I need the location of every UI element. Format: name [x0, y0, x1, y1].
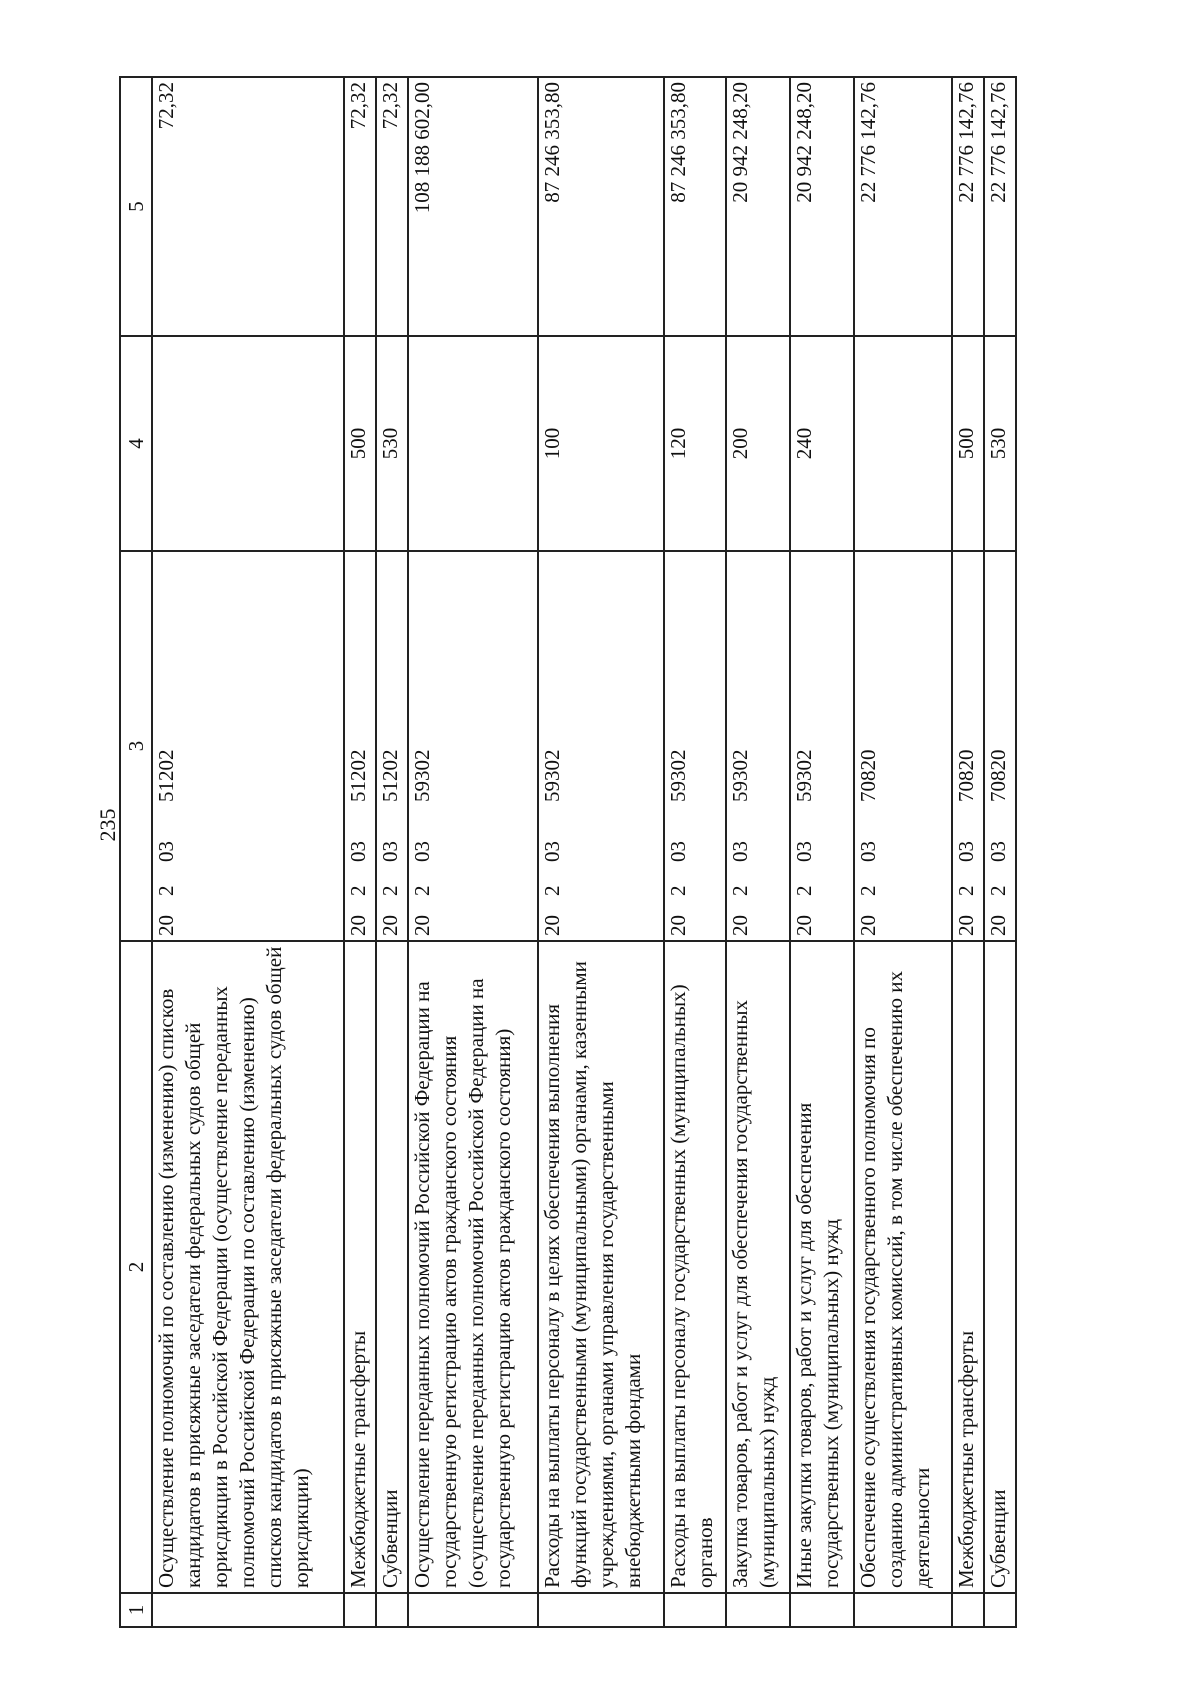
code-cell	[952, 551, 984, 941]
code-event: 03	[154, 841, 178, 862]
code-program: 20	[346, 915, 370, 936]
code-direction: 51202	[346, 749, 370, 802]
number-cell	[854, 1593, 952, 1627]
code-direction: 59302	[666, 749, 690, 802]
code-subprogram: 2	[540, 885, 564, 896]
code-event: 03	[954, 841, 978, 862]
code-cell	[376, 551, 408, 941]
table-row	[854, 77, 952, 1627]
name-cell: Субвенции	[984, 941, 1016, 1593]
code-subprogram: 2	[410, 885, 434, 896]
expense-type-cell: 100	[538, 336, 664, 551]
page-number: 235	[95, 808, 120, 842]
table-row	[790, 77, 854, 1627]
code-direction: 59302	[728, 749, 752, 802]
code-event: 03	[666, 841, 690, 862]
code-subprogram: 2	[986, 885, 1010, 896]
code-cell	[408, 551, 538, 941]
code-cell	[538, 551, 664, 941]
code-cell	[790, 551, 854, 941]
code-direction: 70820	[986, 749, 1010, 802]
code-event: 03	[540, 841, 564, 862]
amount-cell: 72,32	[376, 77, 408, 336]
code-program: 20	[856, 915, 880, 936]
amount-cell: 20 942 248,20	[790, 77, 854, 336]
code-direction: 59302	[410, 749, 434, 802]
amount-cell: 20 942 248,20	[726, 77, 790, 336]
table-row	[408, 77, 538, 1627]
name-cell: Осуществление полномочий по составлению (изменению) списков кандидатов в присяжные заседатели федеральных судов общей юрисдикции в Российской Федерации (осуществление переданных полномочий Российской Федерации по составлению (изменению) списков кандидатов в присяжные заседатели федеральных судов общей юрисдикции)	[152, 941, 344, 1593]
table-row	[984, 77, 1016, 1627]
header-cell-5: 5	[120, 77, 152, 336]
number-cell	[952, 1593, 984, 1627]
table-row	[538, 77, 664, 1627]
table-row	[726, 77, 790, 1627]
number-cell	[984, 1593, 1016, 1627]
code-direction: 59302	[540, 749, 564, 802]
expense-type-cell	[408, 336, 538, 551]
code-cell	[854, 551, 952, 941]
amount-cell: 87 246 353,80	[664, 77, 726, 336]
name-cell: Субвенции	[376, 941, 408, 1593]
number-cell	[376, 1593, 408, 1627]
name-cell: Обеспечение осуществления государственного полномочия по созданию административных комиссий, в том числе обеспечению их деятельности	[854, 941, 952, 1593]
table-row	[952, 77, 984, 1627]
code-program: 20	[728, 915, 752, 936]
header-cell-2: 2	[120, 941, 152, 1593]
code-direction: 70820	[856, 749, 880, 802]
number-cell	[664, 1593, 726, 1627]
expense-type-cell: 530	[376, 336, 408, 551]
code-program: 20	[154, 915, 178, 936]
number-cell	[152, 1593, 344, 1627]
name-cell: Межбюджетные трансферты	[952, 941, 984, 1593]
code-subprogram: 2	[666, 885, 690, 896]
amount-cell: 22 776 142,76	[984, 77, 1016, 336]
code-program: 20	[954, 915, 978, 936]
code-event: 03	[728, 841, 752, 862]
name-cell: Расходы на выплаты персоналу в целях обеспечения выполнения функций государственными (муниципальными) органами, казенными учреждениями, органами управления государственными внебюджетными фондами	[538, 941, 664, 1593]
code-cell	[664, 551, 726, 941]
code-program: 20	[410, 915, 434, 936]
code-program: 20	[986, 915, 1010, 936]
code-program: 20	[666, 915, 690, 936]
code-subprogram: 2	[346, 885, 370, 896]
name-cell: Расходы на выплаты персоналу государственных (муниципальных) органов	[664, 941, 726, 1593]
number-cell	[538, 1593, 664, 1627]
code-cell	[152, 551, 344, 941]
header-cell-3: 3	[120, 551, 152, 941]
amount-cell: 72,32	[344, 77, 376, 336]
code-subprogram: 2	[154, 885, 178, 896]
amount-cell: 108 188 602,00	[408, 77, 538, 336]
code-event: 03	[856, 841, 880, 862]
code-direction: 70820	[954, 749, 978, 802]
code-program: 20	[792, 915, 816, 936]
code-direction: 59302	[792, 749, 816, 802]
code-direction: 51202	[378, 749, 402, 802]
table-row	[152, 77, 344, 1627]
code-event: 03	[410, 841, 434, 862]
expense-type-cell: 500	[344, 336, 376, 551]
expense-type-cell: 120	[664, 336, 726, 551]
code-cell	[344, 551, 376, 941]
code-subprogram: 2	[954, 885, 978, 896]
code-cell	[726, 551, 790, 941]
code-event: 03	[378, 841, 402, 862]
number-cell	[344, 1593, 376, 1627]
name-cell: Межбюджетные трансферты	[344, 941, 376, 1593]
table-row	[376, 77, 408, 1627]
header-cell-4: 4	[120, 336, 152, 551]
amount-cell: 72,32	[152, 77, 344, 336]
amount-cell: 87 246 353,80	[538, 77, 664, 336]
number-cell	[790, 1593, 854, 1627]
code-cell	[984, 551, 1016, 941]
budget-table	[119, 76, 1017, 1628]
code-subprogram: 2	[792, 885, 816, 896]
code-direction: 51202	[154, 749, 178, 802]
code-subprogram: 2	[856, 885, 880, 896]
code-event: 03	[346, 841, 370, 862]
table-row	[344, 77, 376, 1627]
code-program: 20	[378, 915, 402, 936]
code-event: 03	[986, 841, 1010, 862]
code-subprogram: 2	[728, 885, 752, 896]
name-cell: Осуществление переданных полномочий Российской Федерации на государственную регистрацию актов гражданского состояния (осуществление переданных полномочий Российской Федерации на государственную регистрацию актов гражданского состояния)	[408, 941, 538, 1593]
number-cell	[408, 1593, 538, 1627]
table-row	[664, 77, 726, 1627]
expense-type-cell	[152, 336, 344, 551]
amount-cell: 22 776 142,76	[854, 77, 952, 336]
expense-type-cell: 530	[984, 336, 1016, 551]
expense-type-cell: 240	[790, 336, 854, 551]
name-cell: Иные закупки товаров, работ и услуг для обеспечения государственных (муниципальных) нужд	[790, 941, 854, 1593]
expense-type-cell: 200	[726, 336, 790, 551]
header-row	[120, 77, 152, 1627]
code-event: 03	[792, 841, 816, 862]
amount-cell: 22 776 142,76	[952, 77, 984, 336]
expense-type-cell: 500	[952, 336, 984, 551]
code-subprogram: 2	[378, 885, 402, 896]
rotated-table-wrapper	[119, 78, 1099, 1628]
code-program: 20	[540, 915, 564, 936]
header-cell-1: 1	[120, 1593, 152, 1627]
number-cell	[726, 1593, 790, 1627]
name-cell: Закупка товаров, работ и услуг для обеспечения государственных (муниципальных) нужд	[726, 941, 790, 1593]
expense-type-cell	[854, 336, 952, 551]
